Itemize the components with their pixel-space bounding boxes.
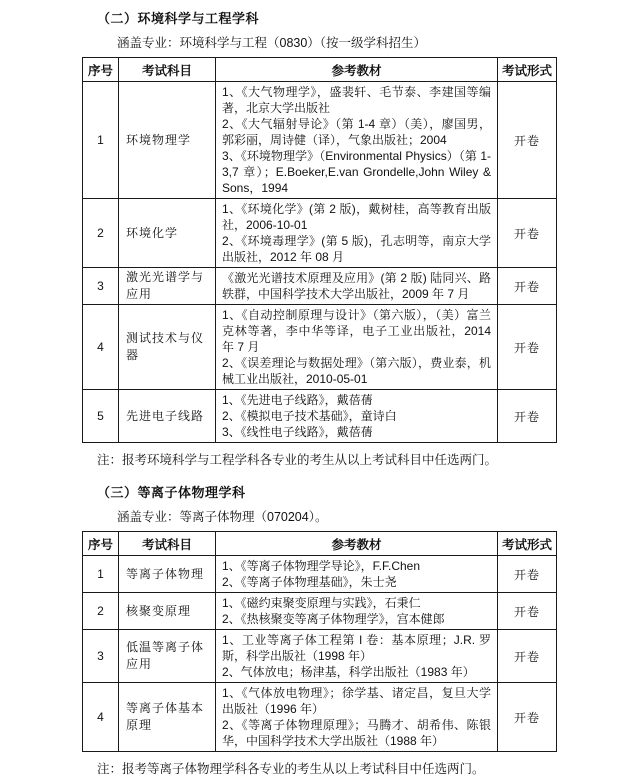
cell-reference-materials (216, 390, 498, 443)
cell-reference-materials (216, 199, 498, 268)
material-line: 1、《磁约束聚变原理与实践》，石秉仁 (222, 596, 421, 610)
cell-exam-subject: 激光光谱学与应用 (119, 268, 216, 305)
cell-reference-materials (216, 593, 498, 630)
cell-sequence-number: 3 (83, 630, 119, 683)
header-subject: 考试科目 (119, 532, 216, 556)
table-note: 注：报考环境科学与工程学科各专业的考生从以上考试科目中任选两门。 (97, 453, 498, 467)
header-format: 考试形式 (498, 58, 557, 82)
cell-exam-subject: 测试技术与仪器 (119, 305, 216, 390)
material-line: 1、《大气物理学》，盛裴轩、毛节泰、李建国等编著，北京大学出版社 (222, 85, 491, 115)
cell-sequence-number: 3 (83, 268, 119, 305)
cell-reference-materials (216, 630, 498, 683)
table-row (83, 390, 557, 443)
cell-reference-materials (216, 268, 498, 305)
table-row (83, 593, 557, 630)
header-materials: 参考教材 (216, 532, 498, 556)
cell-exam-subject: 环境化学 (119, 199, 216, 268)
table-row (83, 305, 557, 390)
cell-sequence-number: 2 (83, 199, 119, 268)
cell-exam-format: 开卷 (498, 390, 557, 443)
header-materials: 参考教材 (216, 58, 498, 82)
cell-exam-subject: 等离子体物理 (119, 556, 216, 593)
cell-exam-format: 开卷 (498, 305, 557, 390)
cell-exam-format: 开卷 (498, 593, 557, 630)
material-line: 3、《环境物理学》（Environmental Physics）（第 1-3,7 章）；E.Boeker,E.van Grondelle,John Wiley & Sons，1994 (222, 149, 491, 195)
cell-exam-format: 开卷 (498, 268, 557, 305)
cell-exam-format: 开卷 (498, 683, 557, 752)
cell-reference-materials (216, 305, 498, 390)
material-line: 2、《环境毒理学》(第 5 版)，孔志明等，南京大学出版社，2012 年 08 月 (222, 234, 491, 264)
cell-exam-format: 开卷 (498, 82, 557, 199)
cell-exam-subject: 先进电子线路 (119, 390, 216, 443)
cell-exam-format: 开卷 (498, 630, 557, 683)
material-line: 2、气体放电；杨津基，科学出版社（1983 年） (222, 665, 475, 679)
material-line: 3、《线性电子线路》，戴蓓蒨 (222, 425, 373, 439)
header-subject: 考试科目 (119, 58, 216, 82)
cell-reference-materials (216, 556, 498, 593)
material-line: 1、《环境化学》(第 2 版)，戴树桂，高等教育出版社，2006-10-01 (222, 202, 491, 232)
material-line: 2、《模拟电子技术基础》，童诗白 (222, 409, 397, 423)
section-plasma-physics (82, 482, 612, 777)
material-line: 1、《自动控制原理与设计》（第六版），（美）富兰克林等著，李中华等译，电子工业出版社，2014 年 7 月 (222, 308, 491, 354)
covered-majors-line: 涵盖专业：等离子体物理（070204）。 (117, 510, 328, 524)
table-row (83, 199, 557, 268)
material-line: 2、《误差理论与数据处理》（第六版），费业泰，机械工业出版社，2010-05-01 (222, 356, 491, 386)
material-line: 2、《大气辐射导论》（第 1-4 章）（美），廖国男，郭彩丽，周诗健（译），气象出版社；2004 (222, 117, 491, 147)
material-line: 2、《等离子体物理原理》；马腾才、胡希伟、陈银华，中国科学技术大学出版社（1988 年） (222, 718, 491, 748)
table-row (83, 556, 557, 593)
cell-exam-subject: 低温等离子体应用 (119, 630, 216, 683)
reference-materials-table (82, 531, 557, 752)
document-page (82, 8, 612, 777)
material-line: 1、工业等离子体工程第 I 卷：基本原理；J.R. 罗斯，科学出版社（1998 年） (222, 633, 491, 663)
cell-sequence-number: 1 (83, 556, 119, 593)
cell-sequence-number: 2 (83, 593, 119, 630)
cell-exam-format: 开卷 (498, 199, 557, 268)
covered-majors-line: 涵盖专业：环境科学与工程（0830）（按一级学科招生） (117, 36, 427, 50)
cell-reference-materials (216, 82, 498, 199)
table-row (83, 630, 557, 683)
header-seq: 序号 (83, 532, 119, 556)
table-note: 注：报考等离子体物理学科各专业的考生从以上考试科目中任选两门。 (97, 762, 485, 776)
cell-exam-subject: 核聚变原理 (119, 593, 216, 630)
material-line: 1、《先进电子线路》，戴蓓蒨 (222, 393, 373, 407)
section-title: （二）环境科学与工程学科 (97, 11, 260, 26)
cell-sequence-number: 4 (83, 683, 119, 752)
cell-sequence-number: 4 (83, 305, 119, 390)
cell-exam-subject: 等离子体基本原理 (119, 683, 216, 752)
table-header-row (83, 58, 557, 82)
section-environmental-science-engineering (82, 8, 612, 468)
cell-sequence-number: 1 (83, 82, 119, 199)
section-title: （三）等离子体物理学科 (97, 485, 246, 500)
cell-exam-format: 开卷 (498, 556, 557, 593)
material-line: 《激光光谱技术原理及应用》(第 2 版) 陆同兴、路轶群，中国科学技术大学出版社，2009 年 7 月 (222, 271, 491, 301)
cell-sequence-number: 5 (83, 390, 119, 443)
header-format: 考试形式 (498, 532, 557, 556)
cell-exam-subject: 环境物理学 (119, 82, 216, 199)
table-row (83, 268, 557, 305)
material-line: 1、《等离子体物理学导论》，F.F.Chen (222, 559, 421, 573)
material-line: 1、《气体放电物理》；徐学基、诸定昌，复旦大学出版社（1996 年） (222, 686, 491, 716)
material-line: 2、《等离子体物理基础》，朱士尧 (222, 575, 397, 589)
table-row (83, 82, 557, 199)
table-header-row (83, 532, 557, 556)
reference-materials-table (82, 57, 557, 443)
material-line: 2、《热核聚变等离子体物理学》，宫本健郎 (222, 612, 445, 626)
header-seq: 序号 (83, 58, 119, 82)
